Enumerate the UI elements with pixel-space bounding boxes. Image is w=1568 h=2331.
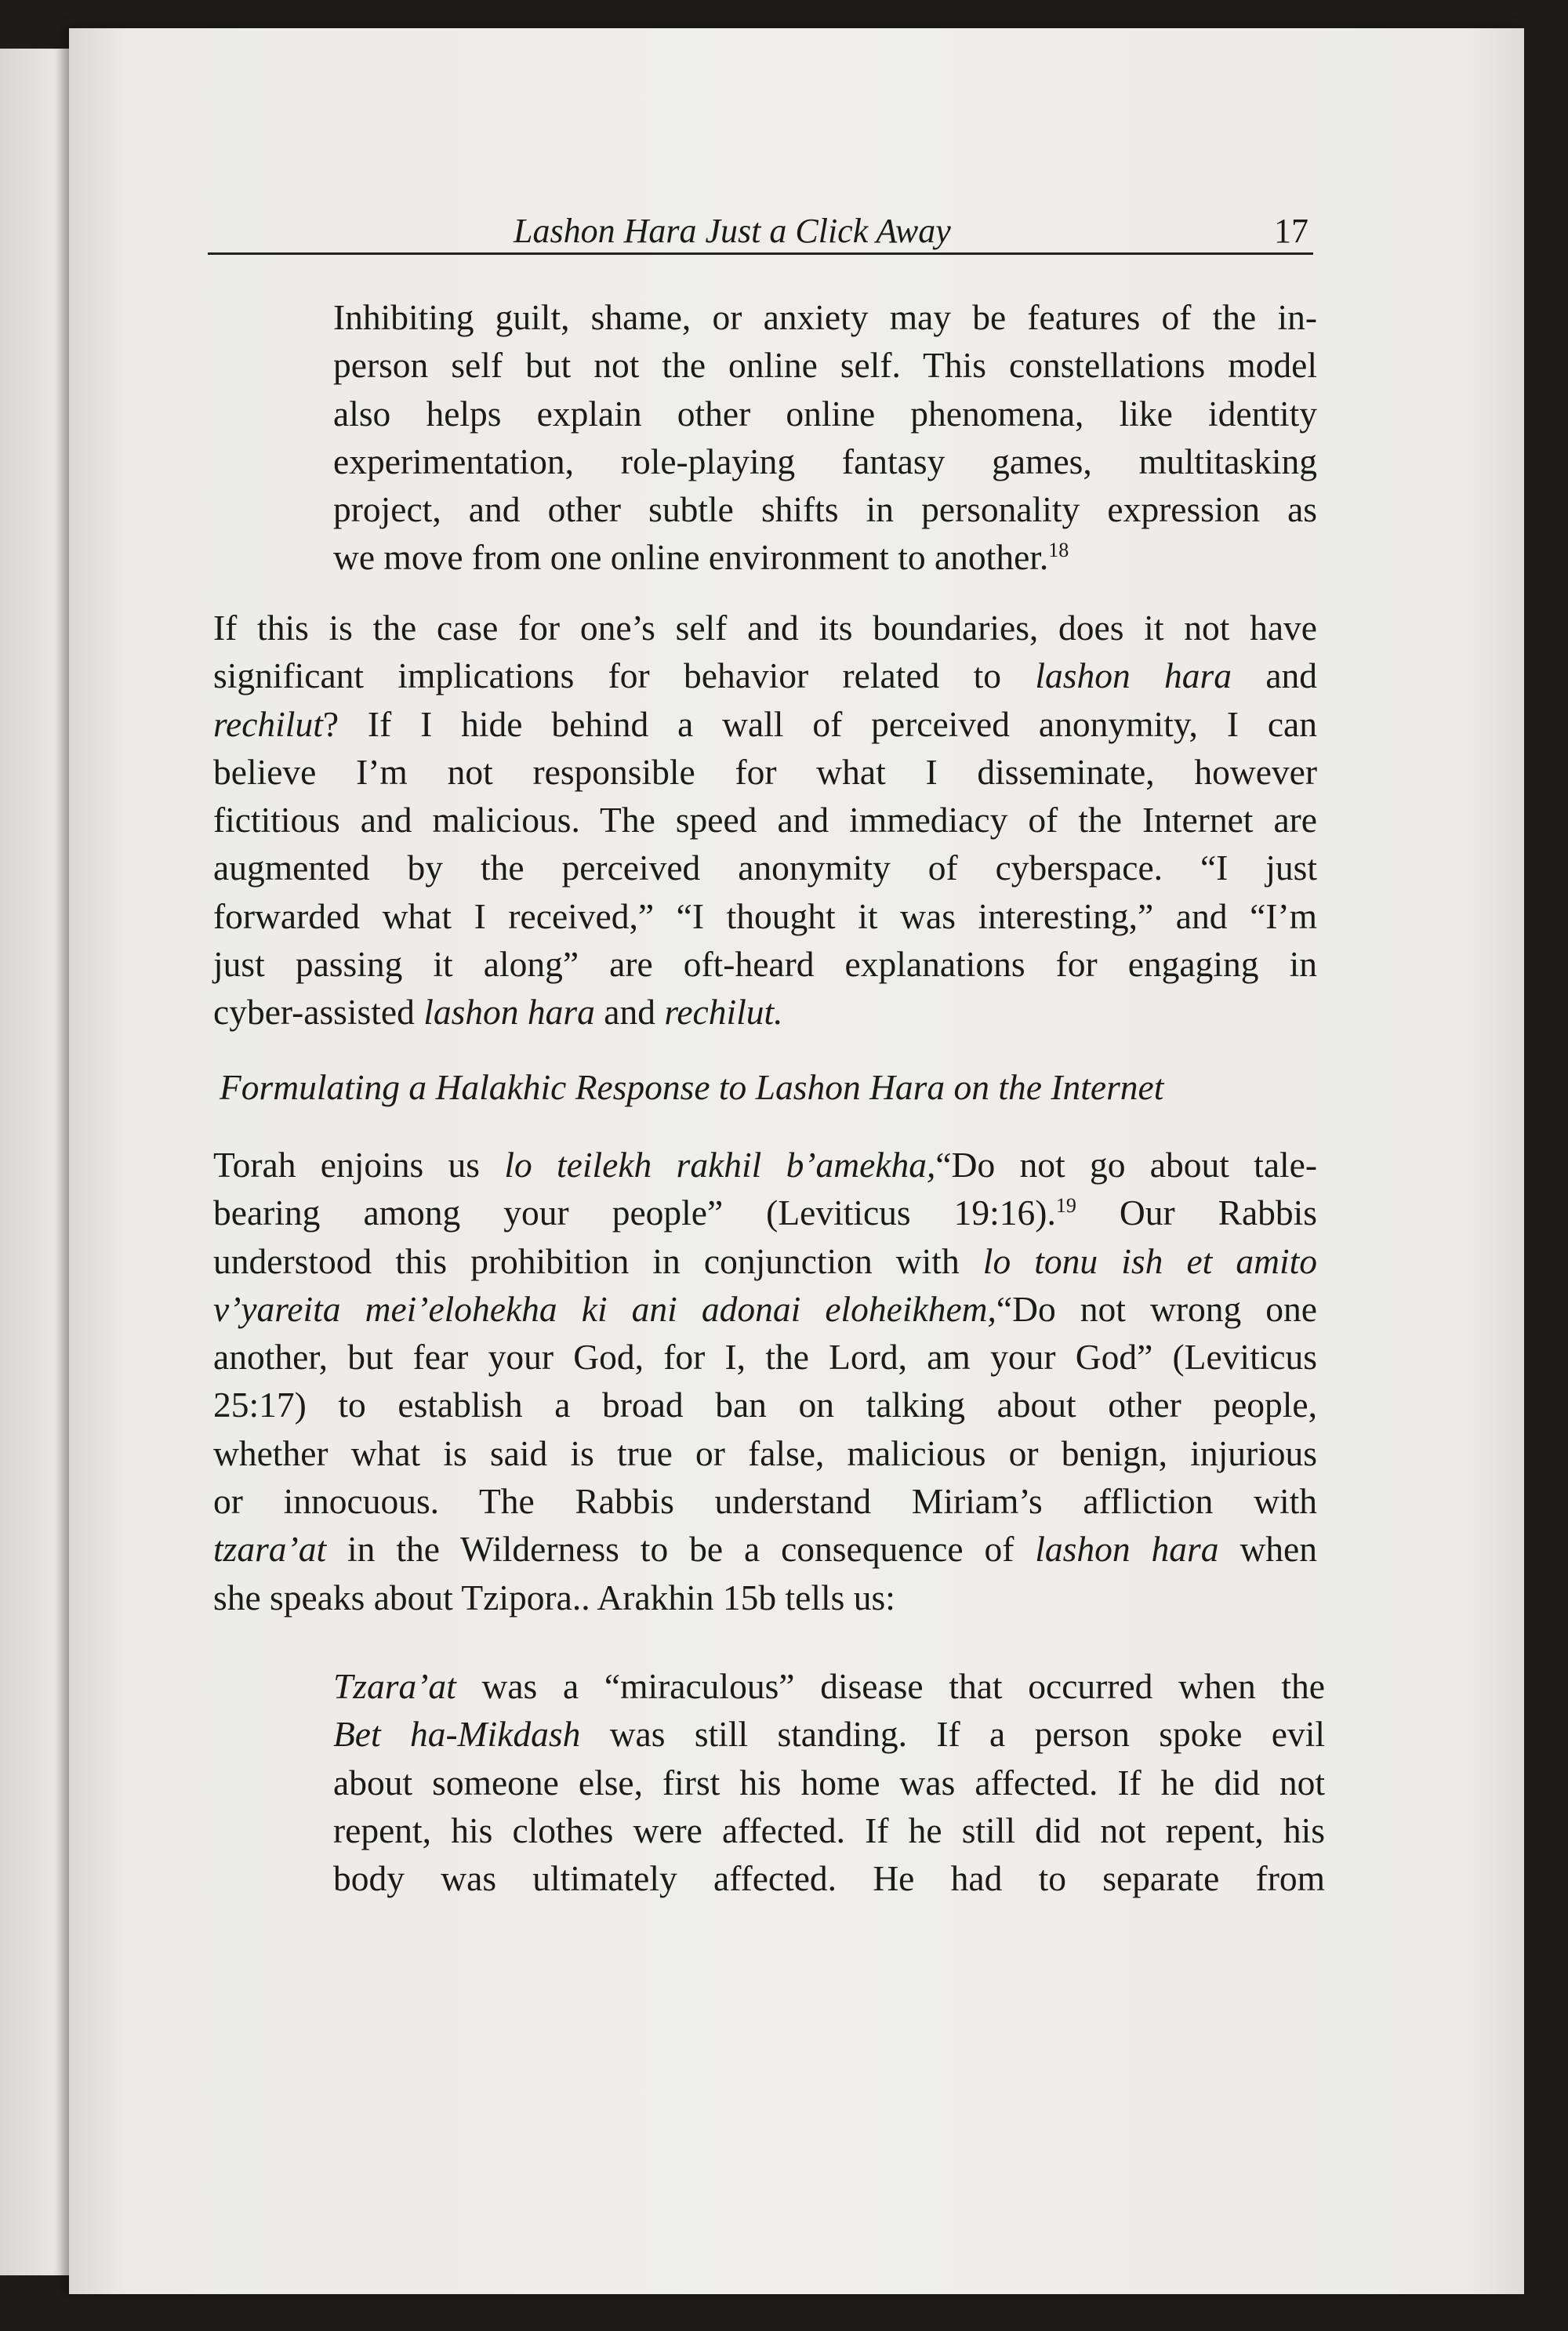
- para2-line: [213, 1285, 1317, 1333]
- para1-text: and: [1265, 655, 1318, 696]
- para2-text: bearing among your people” (Leviticus 19:16).: [213, 1193, 1056, 1233]
- para2-text: Torah enjoins us: [213, 1145, 480, 1185]
- italic-term: rechilut: [213, 703, 323, 744]
- quote1-line: Inhibiting guilt, shame, or anxiety may be features of the in-: [333, 297, 1317, 337]
- para1-text: and: [604, 992, 655, 1033]
- para2-text: “Do not wrong one: [996, 1288, 1318, 1329]
- quote2-line: about someone else, first his home was affected. If he did not: [333, 1762, 1325, 1803]
- quote2-line: [333, 1662, 1325, 1710]
- italic-term: Bet ha-Mikdash: [333, 1714, 581, 1755]
- para1-line: augmented by the perceived anonymity of cyberspace. “I just: [213, 848, 1317, 888]
- para2-text: Our Rabbis: [1119, 1193, 1318, 1233]
- quote2-text: was a “miraculous” disease that occurred when the: [481, 1666, 1326, 1706]
- quote2-line: [333, 1710, 1325, 1758]
- italic-term: tzara’at: [213, 1529, 327, 1570]
- quote1-line: [333, 533, 1317, 581]
- para1-line: fictitious and malicious. The speed and immediacy of the Internet are: [213, 800, 1317, 841]
- para2-line: another, but fear your God, for I, the Lord, am your God” (Leviticus: [213, 1337, 1317, 1378]
- quote1-line: project, and other subtle shifts in personality expression as: [333, 489, 1317, 530]
- para1-line: If this is the case for one’s self and its boundaries, does it not have: [213, 608, 1317, 648]
- para2-line: [213, 1141, 1317, 1189]
- para2-line: [213, 1525, 1317, 1573]
- para1-line: [213, 988, 1317, 1036]
- para2-line: [213, 1189, 1317, 1236]
- para1-text: ? If I hide behind a wall of perceived anonymity, I can: [322, 703, 1317, 744]
- para2-text: when: [1240, 1529, 1317, 1570]
- section-subheading: Formulating a Halakhic Response to Lashon Hara on the Internet: [220, 1067, 1164, 1107]
- paragraph-1: [213, 604, 1317, 1037]
- para2-text: understood this prohibition in conjunction with: [213, 1240, 960, 1281]
- italic-term: Tzara’at: [333, 1666, 456, 1706]
- paragraph-2: [213, 1141, 1317, 1621]
- italic-term: lo teilekh rakhil b’amekha,: [504, 1145, 936, 1185]
- para2-line: [213, 1237, 1317, 1285]
- block-quote-1: [333, 293, 1317, 582]
- para1-line: forwarded what I received,” “I thought it was interesting,” and “I’m: [213, 895, 1317, 936]
- para2-line: whether what is said is true or false, malicious or benign, injurious: [213, 1432, 1317, 1473]
- quote1-line: person self but not the online self. This constellations model: [333, 345, 1317, 386]
- italic-term: rechilut.: [664, 992, 783, 1033]
- footnote-marker: 19: [1055, 1194, 1076, 1218]
- para1-line: believe I’m not responsible for what I disseminate, however: [213, 751, 1317, 792]
- para2-line: or innocuous. The Rabbis understand Miriam’s affliction with: [213, 1481, 1317, 1522]
- para1-line: [213, 652, 1317, 699]
- facing-page-edge: [0, 49, 78, 2275]
- para1-text: significant implications for behavior related to: [213, 655, 1002, 696]
- italic-term: lashon hara: [1035, 655, 1232, 696]
- para2-line: she speaks about Tzipora.. Arakhin 15b tells us:: [213, 1577, 895, 1618]
- para2-line: 25:17) to establish a broad ban on talking about other people,: [213, 1385, 1317, 1425]
- quote2-line: body was ultimately affected. He had to separate from: [333, 1858, 1325, 1899]
- italic-term: lashon hara: [1035, 1529, 1219, 1570]
- footnote-marker: 18: [1048, 539, 1069, 562]
- italic-term: v’yareita mei’elohekha ki ani adonai eloheikhem,: [213, 1288, 996, 1329]
- running-title: Lashon Hara Just a Click Away: [514, 212, 951, 250]
- block-quote-2: [333, 1662, 1325, 1902]
- para2-text: in the Wilderness to be a consequence of: [347, 1529, 1014, 1570]
- quote2-line: repent, his clothes were affected. If he still did not repent, his: [333, 1810, 1325, 1850]
- para1-line: [213, 700, 1317, 748]
- page-number: 17: [1274, 212, 1308, 250]
- quote1-line: also helps explain other online phenomena, like identity: [333, 393, 1317, 434]
- para1-line: just passing it along” are oft-heard explanations for engaging in: [213, 944, 1317, 985]
- italic-term: lashon hara: [423, 992, 595, 1033]
- quote1-text: we move from one online environment to another.: [333, 537, 1049, 578]
- para1-text: cyber-assisted: [213, 992, 415, 1033]
- quote2-text: was still standing. If a person spoke evil: [609, 1714, 1325, 1755]
- para2-text: “Do not go about tale-: [935, 1145, 1318, 1185]
- quote1-line: experimentation, role-playing fantasy games, multitasking: [333, 441, 1317, 481]
- running-header: [208, 209, 1313, 255]
- italic-term: lo tonu ish et amito: [982, 1240, 1318, 1281]
